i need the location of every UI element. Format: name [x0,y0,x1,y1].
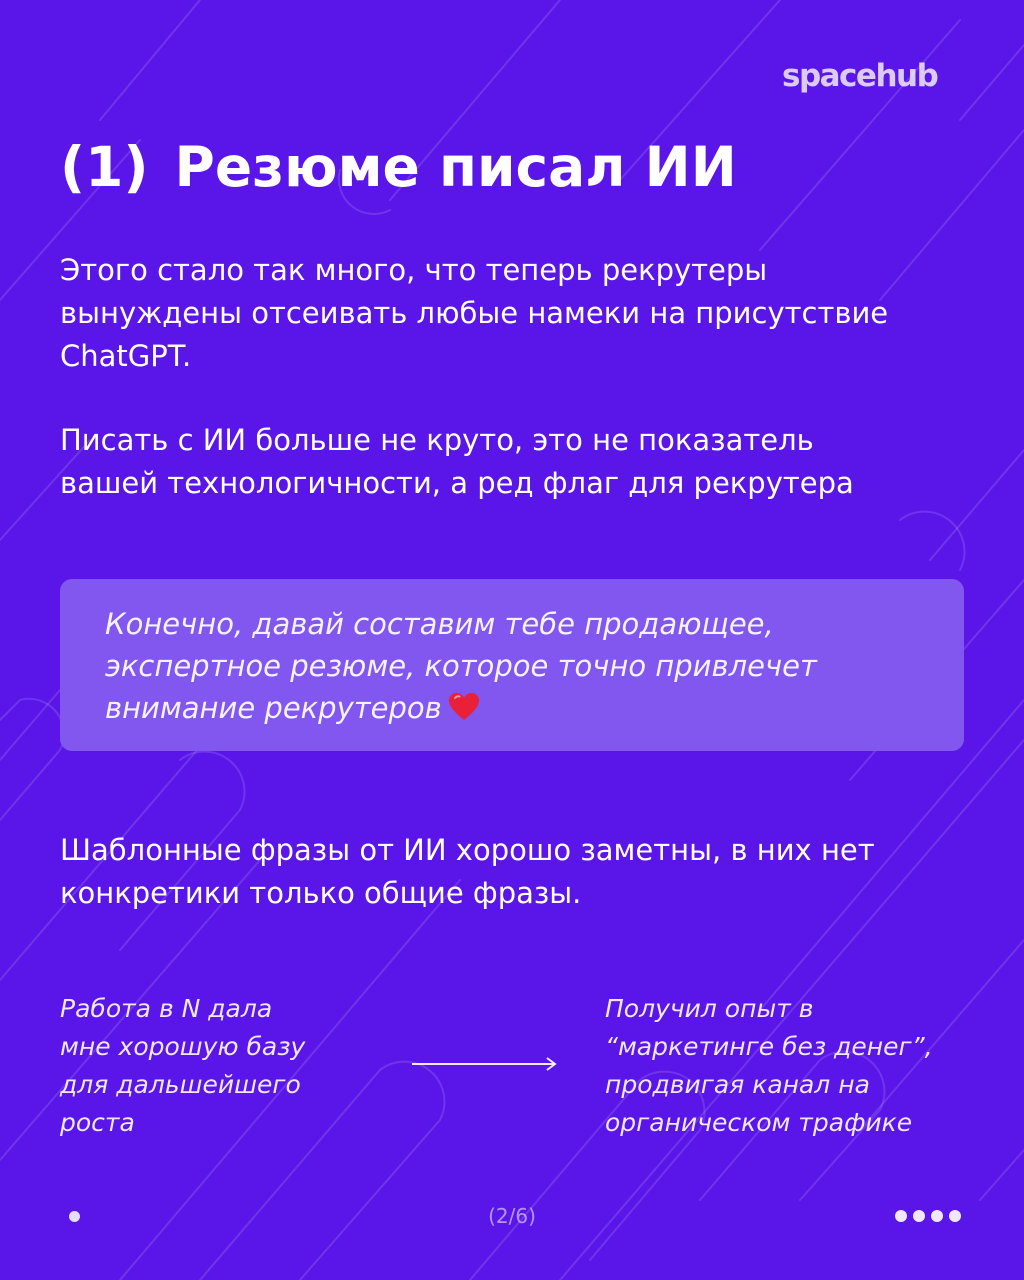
title-text: Резюме писал ИИ [174,135,737,199]
text-line: вашей технологичности, а ред флаг для рекрутера [60,466,854,500]
example-line: для дальшейшего [60,1070,301,1099]
dot [913,1210,925,1222]
example-line: продвигая канал на [605,1070,870,1099]
ai-quote-text [105,603,817,729]
example-line: мне хорошую базу [60,1032,306,1061]
example-before [60,990,305,1142]
text-line: ChatGPT. [60,339,192,373]
ai-quote-box [60,579,964,751]
example-after [605,990,933,1142]
text-line: Этого стало так много, что теперь рекрутеры [60,253,768,287]
arrow-right-icon [410,1054,560,1074]
more-dots-icon [895,1210,961,1222]
quote-line: внимание рекрутеров [105,691,442,725]
example-line: “маркетинге без денег”, [605,1032,933,1061]
text-line: вынуждены отсеивать любые намеки на присутствие [60,296,889,330]
third-paragraph [60,829,875,915]
text-line: Писать с ИИ больше не круто, это не показатель [60,423,814,457]
page-indicator: (2/6) [488,1204,536,1228]
brand-logo: spacehub [782,58,938,94]
dot [931,1210,943,1222]
example-line: органическом трафике [605,1108,913,1137]
quote-line: Конечно, давай составим тебе продающее, [105,607,774,641]
intro-paragraph [60,249,888,378]
quote-line: экспертное резюме, которое точно привлечет [105,649,817,683]
heart-icon [448,692,480,722]
example-line: Получил опыт в [605,994,814,1023]
example-line: роста [60,1108,135,1137]
second-paragraph [60,419,854,505]
text-line: конкретики только общие фразы. [60,876,582,910]
title-number: (1) [60,135,149,199]
text-line: Шаблонные фразы от ИИ хорошо заметны, в них нет [60,833,875,867]
dot [949,1210,961,1222]
dot [895,1210,907,1222]
page-title [60,134,737,200]
example-line: Работа в N дала [60,994,273,1023]
